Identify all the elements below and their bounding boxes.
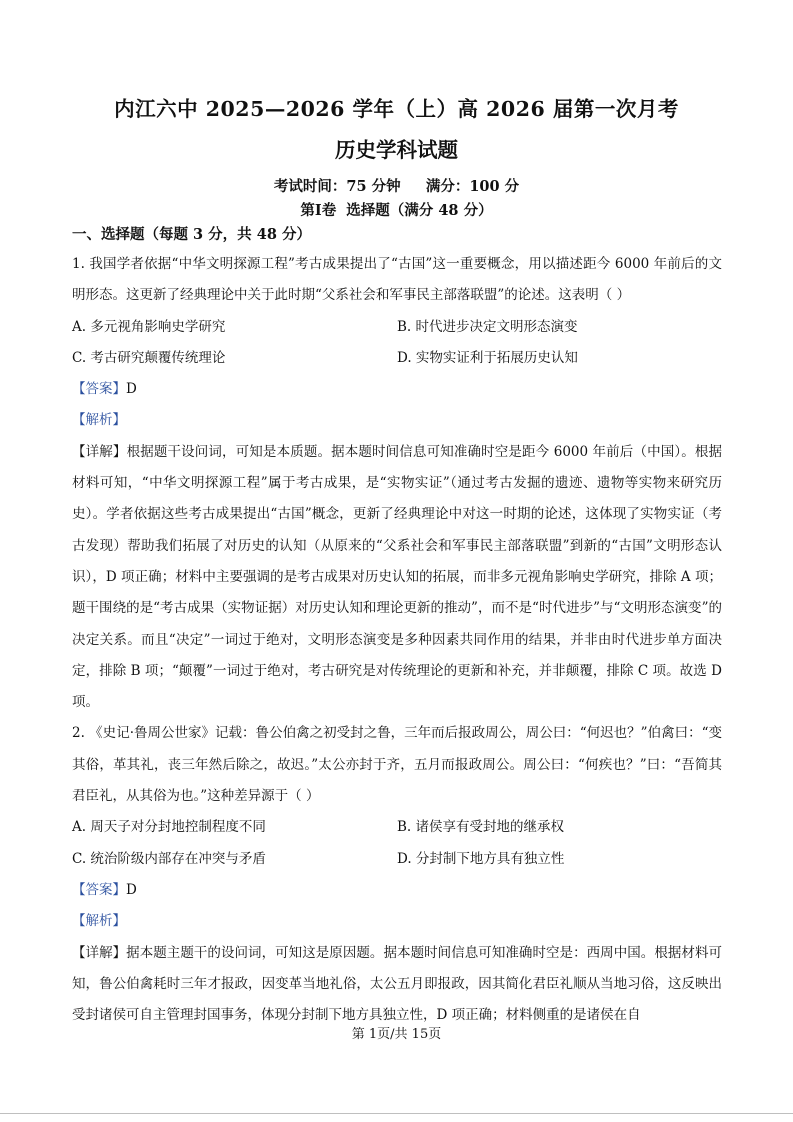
question-1-options (72, 312, 722, 375)
analysis-tag: 【解析】 (72, 412, 126, 429)
answer-tag: 【答案】 (72, 881, 126, 898)
volume-heading: 第Ⅰ卷 选择题（满分 48 分） (300, 202, 493, 219)
question-2-option-c: C. 统治阶级内部存在冲突与矛盾 (72, 850, 266, 867)
question-2-stem: 2. 《史记·鲁周公世家》记载：鲁公伯禽之初受封之鲁，三年而后报政周公，周公曰：“何迟也？”伯禽曰：“变其俗，革其礼，丧三年然后除之，故迟。”太公亦封于齐，五月而报政周公。周公曰：“何疾也？”曰：“吾简其君臣礼，从其俗为也。”这种差异源于（ ） (72, 725, 722, 805)
analysis-tag: 【解析】 (72, 913, 126, 930)
detail-text: 根据题干设问词，可知是本质题。据本题时间信息可知准确时空是距今 6000 年前后（中国）。根据材料可知，“中华文明探源工程”属于考古成果，是“实物实证”（通过考古发掘的遗迹、遗物等实物来研究历史）。学者依据这些考古成果提出“古国”概念，更新了经典理论中对这一时期的论述，这体现了实物实证（考古发现）帮助我们拓展了对历史的认知（从原来的“父系社会和军事民主部落联盟”到新的“古国”文明形态认识），D 项正确；材料中主要强调的是考古成果对历史认知的拓展，而非多元视角影响史学研究，排除 A 项；题干围绕的是“考古成果（实物证据）对历史认知和理论更新的推动”，而不是“时代进步”与“文明形态演变”的决定关系。而且“决定”一词过于绝对，文明形态演变是多种因素共同作用的结果，并非由时代进步单方面决定，排除 B 项；“颠覆”一词过于绝对，考古研究是对传统理论的更新和补充，并非颠覆，排除 C 项。故选 D 项。 (72, 443, 722, 711)
detail-text: 据本题主题干的设问词，可知这是原因题。据本题时间信息可知准确时空是：西周中国。根据材料可知，鲁公伯禽耗时三年才报政，因变革当地礼俗，太公五月即报政，因其简化君臣礼顺从当地习俗，这反映出受封诸侯可自主管理封国事务，体现分封制下地方具独立性，D 项正确；材料侧重的是诸侯在自 (72, 944, 723, 1024)
exam-info: 考试时间：75 分钟 满分：100 分 (273, 178, 520, 195)
detail-tag: 【详解】 (72, 443, 127, 460)
exam-body (72, 249, 722, 1031)
question-2-analysis (72, 906, 722, 937)
question-1-option-d: D. 实物实证利于拓展历史认知 (397, 349, 578, 366)
answer-tag: 【答案】 (72, 381, 126, 398)
page-number: 第 1页/共 15页 (351, 1027, 442, 1042)
section-heading: 一、选择题（每题 3 分，共 48 分） (72, 226, 311, 243)
question-1-answer (72, 374, 722, 405)
question-1-option-c: C. 考古研究颠覆传统理论 (72, 349, 226, 366)
detail-tag: 【详解】 (72, 944, 127, 961)
question-2-option-a: A. 周天子对分封地控制程度不同 (72, 819, 266, 836)
exam-subtitle: 历史学科试题 (335, 138, 458, 162)
bottom-divider (0, 1113, 793, 1114)
question-1-analysis (72, 405, 722, 436)
question-2-options (72, 812, 722, 875)
question-2-answer (72, 875, 722, 906)
exam-title: 内江六中 2025—2026 学年（上）高 2026 届第一次月考 (114, 97, 679, 121)
question-2-option-b: B. 诸侯享有受封地的继承权 (397, 819, 565, 836)
question-1-detail (72, 437, 722, 719)
answer-value: D (126, 381, 137, 398)
question-1-option-b: B. 时代进步决定文明形态演变 (397, 318, 578, 335)
question-2-option-d: D. 分封制下地方具有独立性 (397, 850, 565, 867)
answer-value: D (126, 881, 137, 898)
question-2-detail (72, 938, 722, 1032)
question-1-stem: 1. 我国学者依据“中华文明探源工程”考古成果提出了“古国”这一重要概念，用以描述距今 6000 年前后的文明形态。这更新了经典理论中关于此时期“父系社会和军事民主部落联盟”的论述。这表明（ ） (72, 256, 722, 304)
question-1-option-a: A. 多元视角影响史学研究 (72, 318, 226, 335)
